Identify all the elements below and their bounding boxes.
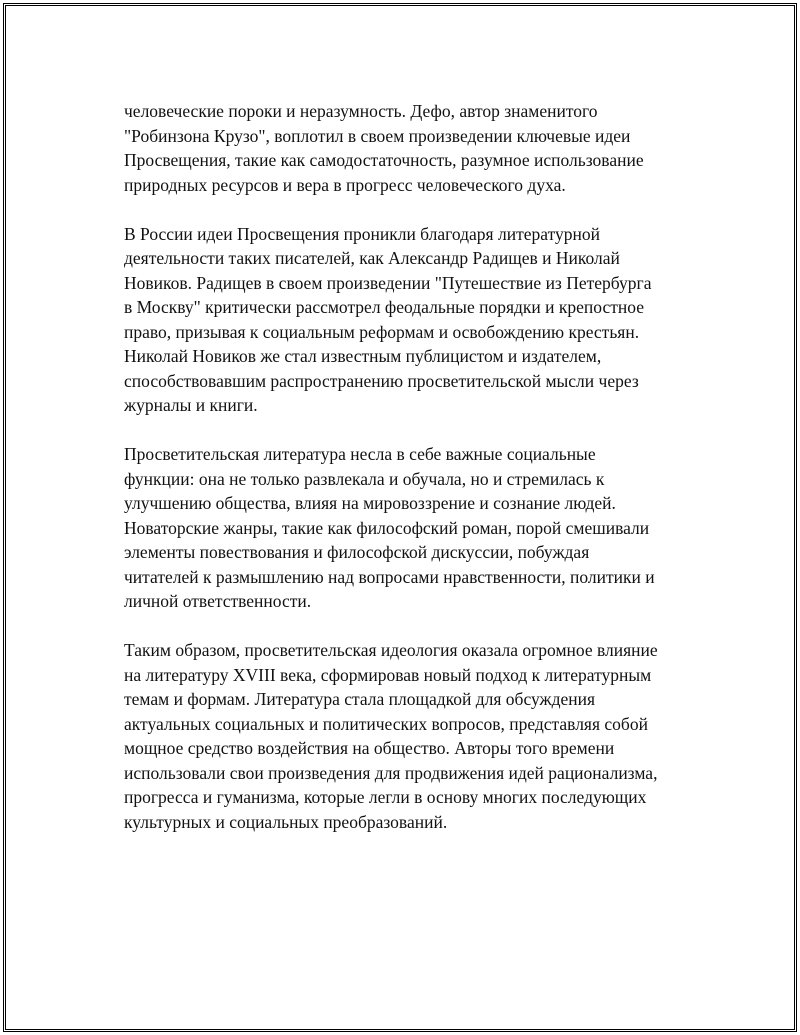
paragraph-defoe: человеческие пороки и неразумность. Дефо, автор знаменитого "Робинзона Крузо", воплотил в своем произведении ключевые идеи Просвещения, такие как самодостаточность, разумное использование природных ресурсов и вера в прогресс человеческого духа. (124, 101, 644, 195)
paragraph-russia: В России идеи Просвещения проникли благодаря литературной деятельности таких писателей, как Александр Радищев и Николай Новиков. Радищев в своем произведении "Путешествие из Петербурга в Москву" критически рассмотрел феодальные порядки и крепостное право, призывая к социальным реформам и освобождению крестьян. Николай Новиков же стал известным публицистом и издателем, способствовавшим распространению просветительской мысли через журналы и книги. (124, 223, 652, 415)
paragraph-conclusion: Таким образом, просветительская идеология оказала огромное влияние на литературу XVIII века, сформировав новый подход к литературным темам и формам. Литература стала площадкой для обсуждения актуальных социальных и политических вопросов, представляя собой мощное средство воздействия на общество. Авторы того времени использовали свои произведения для продвижения идей рационализма, прогресса и гуманизма, которые легли в основу многих последующих культурных и социальных преобразований. (124, 640, 658, 832)
paragraph-social-functions: Просветительская литература несла в себе важные социальные функции: она не только развлекала и обучала, но и стремилась к улучшению общества, влияя на мировоззрение и сознание людей. Новаторские жанры, такие как философский роман, порой смешивали элементы повествования и философской дискуссии, побуждая читателей к размышлению над вопросами нравственности, политики и личной ответственности. (124, 444, 655, 611)
page-border (3, 3, 797, 1032)
document-body (124, 99, 694, 859)
